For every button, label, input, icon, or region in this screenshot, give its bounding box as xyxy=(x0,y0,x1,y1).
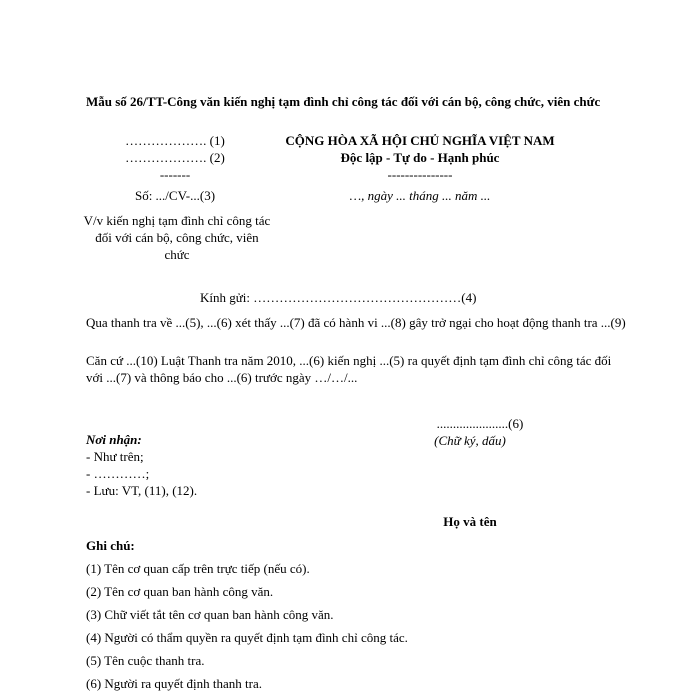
recipient-item: - Như trên; xyxy=(86,449,144,464)
note-item: (6) Người ra quyết định thanh tra. xyxy=(86,676,263,691)
signature-note: (Chữ ký, dấu) xyxy=(434,433,506,448)
form-title: Mẫu số 26/TT-Công văn kiến nghị tạm đình chỉ công tác đối với cán bộ, công chức, viên chức xyxy=(86,94,601,109)
recipient-item: - …………; xyxy=(86,466,150,481)
issuing-agency-line: ………………. (2) xyxy=(125,150,225,165)
note-item: (4) Người có thẩm quyền ra quyết định tạm đình chỉ công tác. xyxy=(86,630,408,645)
note-item: (2) Tên cơ quan ban hành công văn. xyxy=(86,584,274,599)
body-paragraph-2: Căn cứ ...(10) Luật Thanh tra năm 2010, ...(6) kiến nghị ...(5) ra quyết định tạm đình chỉ công tác đối với ...(7) và thông báo cho ...(6) trước ngày …/…/... xyxy=(86,353,612,385)
document-number: Số: .../CV-...(3) xyxy=(134,188,216,203)
body-paragraph-1: Qua thanh tra về ...(5), ...(6) xét thấy ...(7) đã có hành vi ...(8) gây trở ngại cho hoạt động thanh tra ...(9) xyxy=(86,315,626,330)
right-header-divider: --------------- xyxy=(387,167,453,182)
left-header-divider: ------- xyxy=(159,167,191,182)
recipient-line: Kính gửi: …………………………………………(4) xyxy=(200,290,477,305)
signer-name: Họ và tên xyxy=(443,514,497,529)
country-name: CỘNG HÒA XÃ HỘI CHỦ NGHĨA VIỆT NAM xyxy=(285,133,555,148)
notes-title: Ghi chú: xyxy=(86,538,135,553)
signer-dots: ......................(6) xyxy=(436,416,524,431)
recipients-title: Nơi nhận: xyxy=(86,432,142,447)
note-item: (1) Tên cơ quan cấp trên trực tiếp (nếu có). xyxy=(86,561,310,576)
date-line: …, ngày ... tháng ... năm ... xyxy=(349,188,491,203)
note-item: (5) Tên cuộc thanh tra. xyxy=(86,653,205,668)
recipient-item: - Lưu: VT, (11), (12). xyxy=(86,483,198,498)
document-subject: V/v kiến nghị tạm đình chỉ công tác đối với cán bộ, công chức, viên chức xyxy=(83,213,271,262)
national-motto: Độc lập - Tự do - Hạnh phúc xyxy=(340,150,500,165)
note-item: (3) Chữ viết tắt tên cơ quan ban hành công văn. xyxy=(86,607,334,622)
parent-agency-line: ………………. (1) xyxy=(125,133,225,148)
